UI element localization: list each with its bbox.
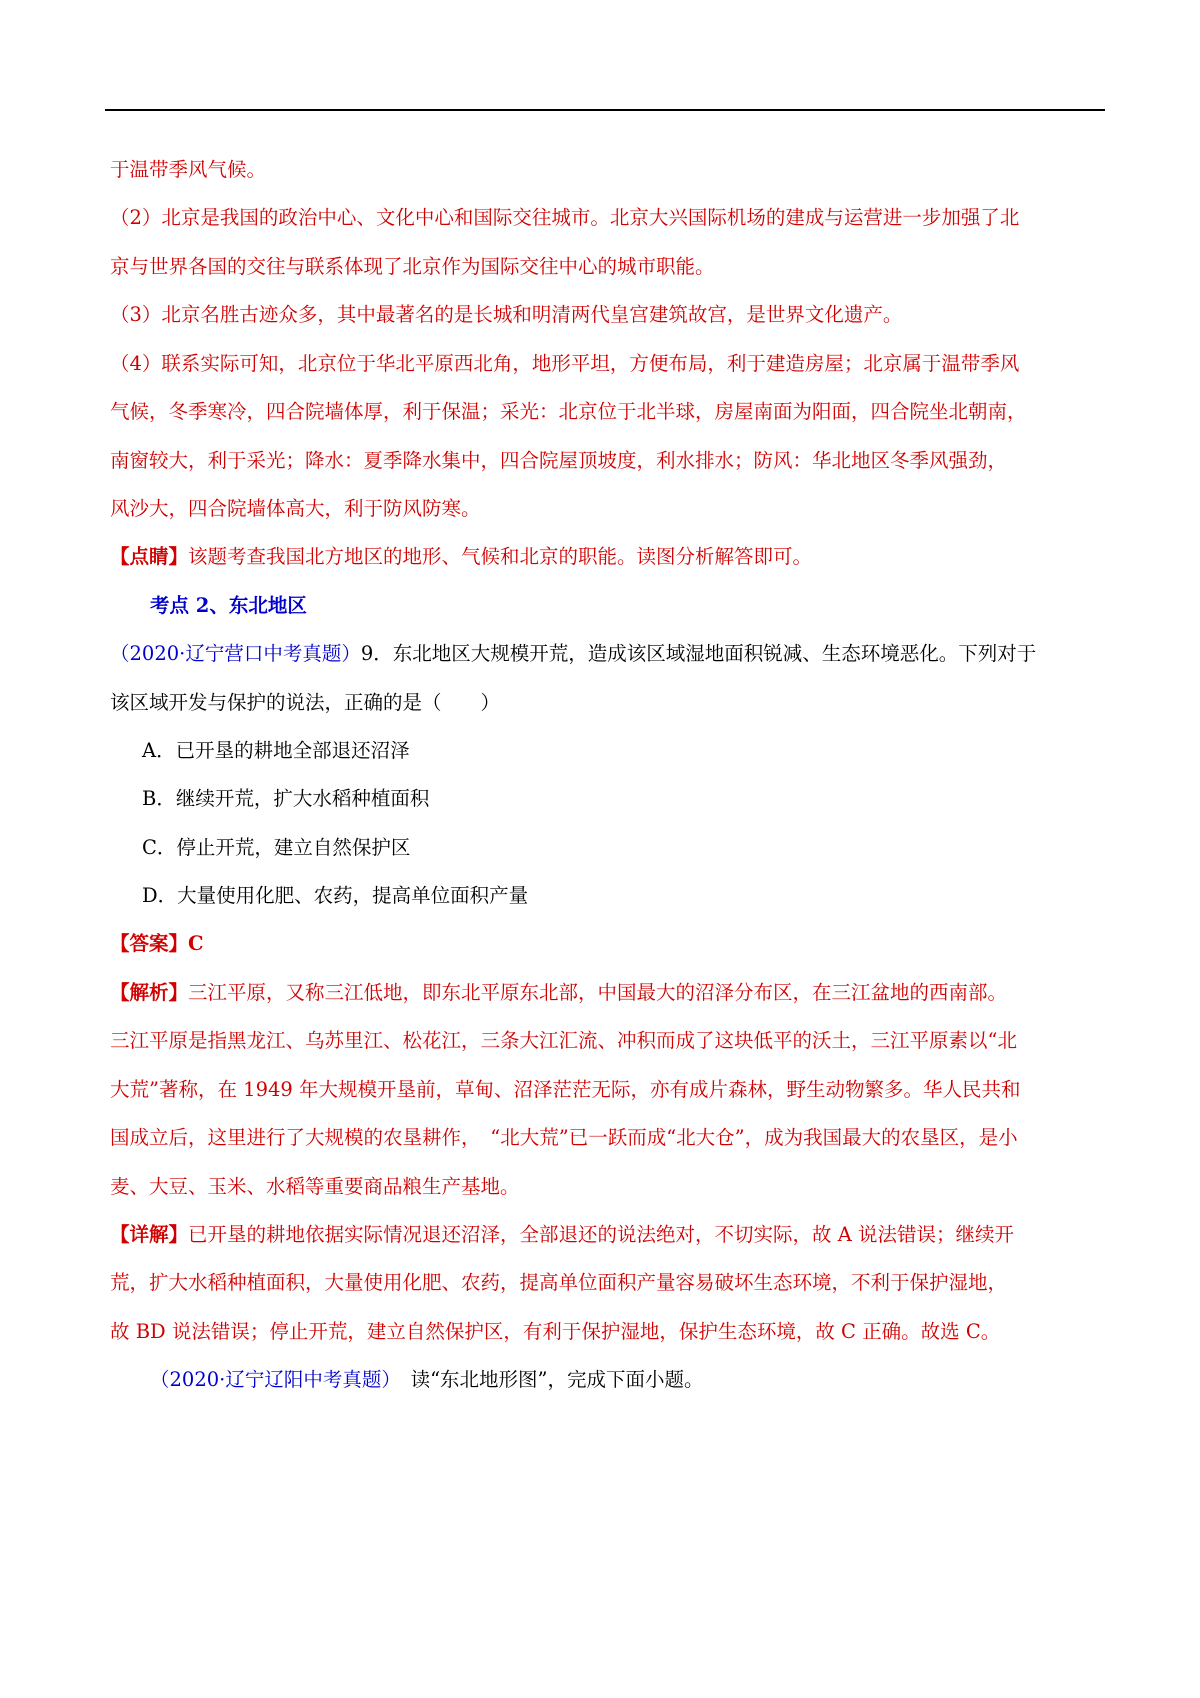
q9-answer-label: 【答案】 [110, 932, 189, 955]
q9-stem-text: 9．东北地区大规模开荒，造成该区域湿地面积锐减、生态环境恶化。下列对于 [360, 642, 1037, 665]
q9-option-b: B．继续开荒，扩大水稻种植面积 [142, 787, 430, 810]
q9-xiangjie-line2: 荒，扩大水稻种植面积，大量使用化肥、农药，提高单位面积产量容易破坏生态环境，不利于保护湿地， [110, 1271, 1008, 1294]
prev-answer-p4-line2: 气候，冬季寒冷，四合院墙体厚，利于保温；采光：北京位于北半球，房屋南面为阳面，四合院坐北朝南， [110, 400, 1027, 423]
dianjing-paragraph [110, 544, 1100, 570]
q9-jiexi-text: 三江平原，又称三江低地，即东北平原东北部，中国最大的沼泽分布区，在三江盆地的西南部。 [188, 981, 1008, 1004]
q9-xiangjie-line1 [110, 1222, 1100, 1248]
q9-option-a: A．已开垦的耕地全部退还沼泽 [142, 739, 410, 762]
prev-answer-p3-line1: （3）北京名胜古迹众多，其中最著名的是长城和明清两代皇宫建筑故宫，是世界文化遗产。 [110, 303, 903, 326]
q9-stem-line2: 该区域开发与保护的说法，正确的是（ ） [110, 691, 501, 714]
q9-xiangjie-line3: 故 BD 说法错误；停止开荒，建立自然保护区，有利于保护湿地，保护生态环境，故 C 正确。故选 C。 [110, 1320, 1001, 1343]
q9-jiexi-line4: 国成立后，这里进行了大规模的农垦耕作， “北大荒”已一跃而成“北大仓”，成为我国最大的农垦区，是小 [110, 1126, 1018, 1149]
prev-answer-p2-line1: （2）北京是我国的政治中心、文化中心和国际交往城市。北京大兴国际机场的建成与运营进一步加强了北 [110, 206, 1020, 229]
q9-jiexi-line3: 大荒”著称，在 1949 年大规模开垦前，草甸、沼泽茫茫无际，亦有成片森林，野生动物繁多。华人民共和 [110, 1078, 1021, 1101]
q9-jiexi-line5: 麦、大豆、玉米、水稻等重要商品粮生产基地。 [110, 1175, 520, 1198]
q9-option-c: C．停止开荒，建立自然保护区 [142, 836, 411, 859]
q10-source-tag: （2020·辽宁辽阳中考真题） [150, 1368, 392, 1391]
prev-answer-p4-line1: （4）联系实际可知，北京位于华北平原西北角，地形平坦，方便布局，利于建造房屋；北京属于温带季风 [110, 352, 1020, 375]
q9-stem-line1 [110, 641, 1100, 667]
q9-jiexi-line2: 三江平原是指黑龙江、乌苏里江、松花江，三条大江汇流、冲积而成了这块低平的沃土，三江平原素以“北 [110, 1029, 1017, 1052]
q9-option-d: D．大量使用化肥、农药，提高单位面积产量 [142, 884, 529, 907]
header-rule [105, 109, 1105, 111]
prev-answer-p2-line2: 京与世界各国的交往与联系体现了北京作为国际交往中心的城市职能。 [110, 255, 715, 278]
q9-answer [110, 931, 1100, 957]
q9-jiexi-label: 【解析】 [110, 981, 189, 1004]
q9-source-tag: （2020·辽宁营口中考真题） [110, 642, 361, 665]
q9-jiexi-line1 [110, 980, 1100, 1006]
q9-xiangjie-text: 已开垦的耕地依据实际情况退还沼泽，全部退还的说法绝对，不切实际，故 A 说法错误；继续开 [188, 1223, 1014, 1246]
dianjing-text: 该题考查我国北方地区的地形、气候和北京的职能。读图分析解答即可。 [188, 545, 813, 568]
q10-intro [150, 1367, 1140, 1393]
q9-xiangjie-label: 【详解】 [110, 1223, 189, 1246]
prev-answer-p4-line3: 南窗较大，利于采光；降水：夏季降水集中，四合院屋顶坡度，利水排水；防风：华北地区冬季风强劲， [110, 449, 1008, 472]
dianjing-label: 【点睛】 [110, 545, 189, 568]
q9-answer-value: C [188, 932, 204, 955]
q10-stem: 读“东北地形图”，完成下面小题。 [391, 1368, 704, 1391]
prev-answer-line: 于温带季风气候。 [110, 158, 267, 181]
prev-answer-p4-line4: 风沙大，四合院墙体高大，利于防风防寒。 [110, 497, 481, 520]
section-heading: 考点 2、东北地区 [150, 594, 307, 617]
